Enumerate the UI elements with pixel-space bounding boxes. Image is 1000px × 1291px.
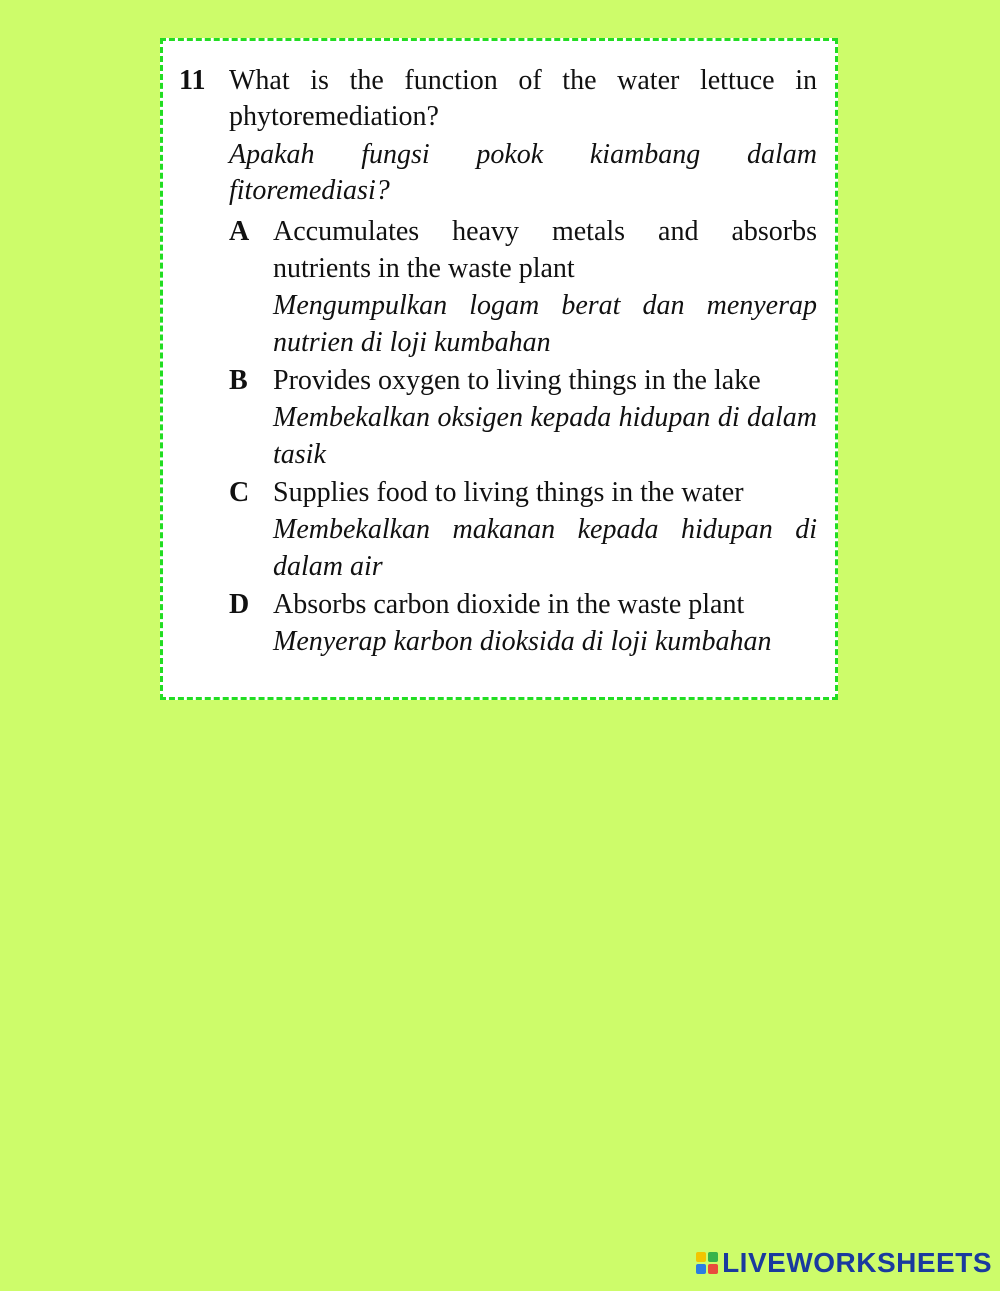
question-number: 11 xyxy=(179,65,206,96)
answer-options xyxy=(229,213,817,661)
liveworksheets-logo-icon xyxy=(696,1252,718,1274)
option-letter: B xyxy=(229,365,248,396)
option-a[interactable] xyxy=(229,213,817,361)
question-text-english: What is the function of the water lettuce in phytoremediation? xyxy=(229,65,817,132)
option-text-malay: Membekalkan oksigen kepada hidupan di dalam tasik xyxy=(273,402,817,470)
option-b[interactable] xyxy=(229,362,817,473)
option-c[interactable] xyxy=(229,474,817,585)
option-text-english: Supplies food to living things in the water xyxy=(273,477,744,508)
liveworksheets-logo[interactable] xyxy=(696,1247,992,1279)
question-box xyxy=(160,38,838,700)
option-letter: A xyxy=(229,216,250,247)
option-text-english: Accumulates heavy metals and absorbs nutrients in the waste plant xyxy=(273,216,817,284)
option-letter: C xyxy=(229,477,250,508)
option-text-english: Provides oxygen to living things in the lake xyxy=(273,365,761,396)
logo-text: LIVEWORKSHEETS xyxy=(722,1247,992,1278)
option-letter: D xyxy=(229,589,250,620)
option-text-malay: Mengumpulkan logam berat dan menyerap nutrien di loji kumbahan xyxy=(273,290,817,358)
option-text-english: Absorbs carbon dioxide in the waste plant xyxy=(273,589,745,620)
option-text-malay: Menyerap karbon dioksida di loji kumbahan xyxy=(273,626,772,657)
option-text-malay: Membekalkan makanan kepada hidupan di dalam air xyxy=(273,514,817,582)
question-text xyxy=(229,63,817,209)
option-d[interactable] xyxy=(229,586,817,660)
question-text-malay: Apakah fungsi pokok kiambang dalam fitoremediasi? xyxy=(229,139,817,206)
